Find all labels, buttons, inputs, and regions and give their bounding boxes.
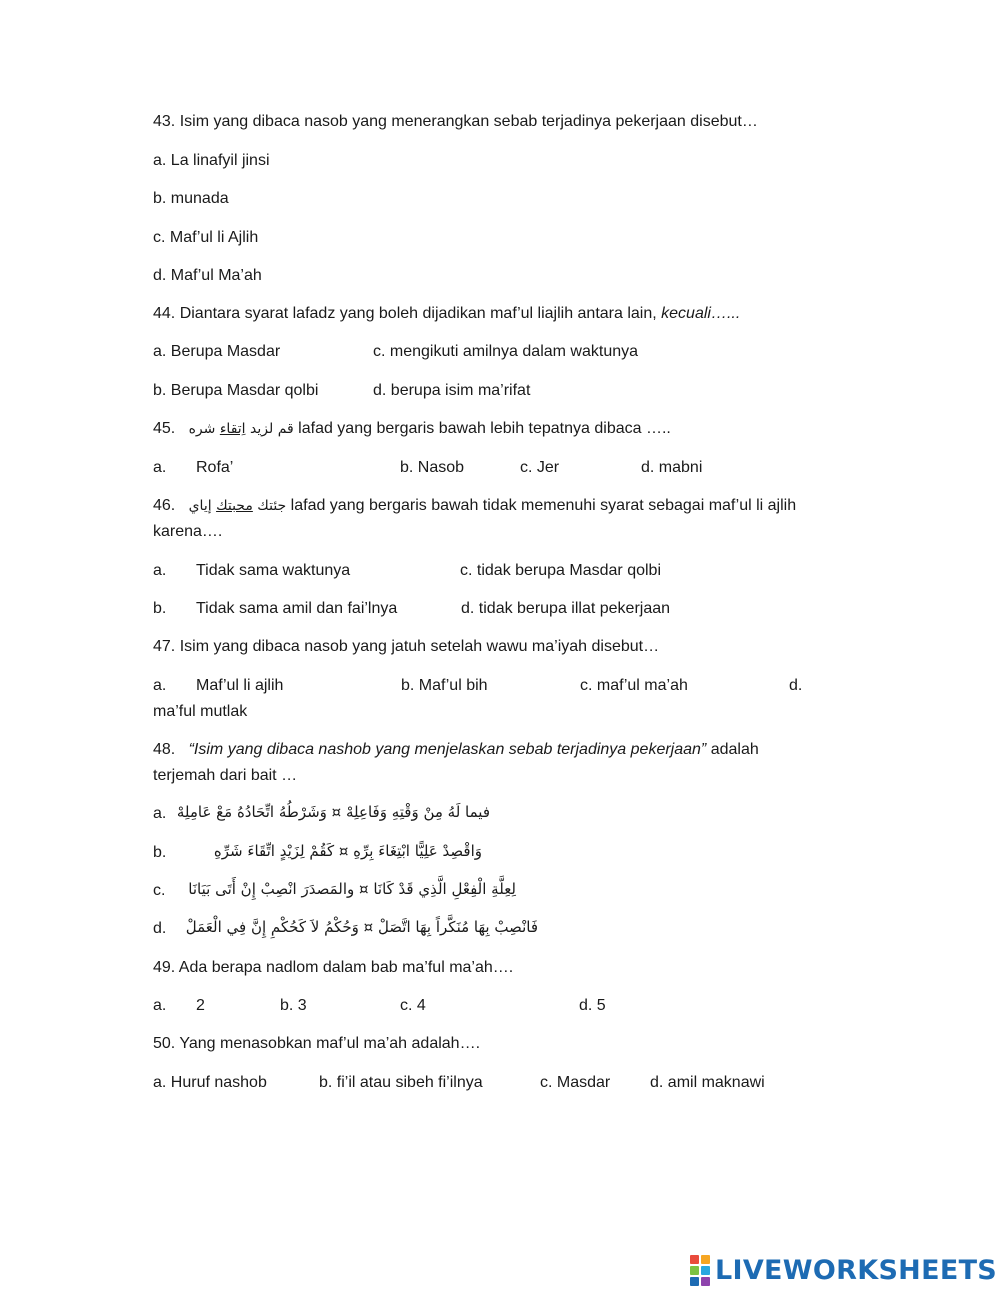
question-45-number: 45. — [153, 420, 176, 437]
q49-option-a[interactable]: 2 — [196, 997, 205, 1014]
q44-option-b[interactable]: b. Berupa Masdar qolbi — [153, 382, 319, 399]
q44-option-a[interactable]: a. Berupa Masdar — [153, 343, 281, 360]
q44-option-d[interactable]: d. berupa isim ma’rifat — [373, 382, 531, 399]
logo-tile — [701, 1255, 710, 1264]
q49-option-b[interactable]: b. 3 — [280, 997, 307, 1014]
logo-tiles-icon — [690, 1255, 710, 1286]
question-47: 47. Isim yang dibaca nasob yang jatuh setelah wawu ma’iyah disebut… — [153, 638, 660, 655]
q46-option-d[interactable]: d. tidak berupa illat pekerjaan — [461, 600, 671, 617]
q48-option-a[interactable]: فيما لَهُ مِنْ وَقْتِهِ وَفَاعِلِهْ ¤ وَشَرْطُهُ اتِّحَادُهُ مَعْ عَامِلِهْ — [176, 803, 490, 821]
q46-option-b-letter: b. — [153, 600, 167, 617]
question-45-arabic-rest: شره — [188, 421, 220, 437]
q47-option-c[interactable]: c. maf’ul ma’ah — [580, 677, 688, 694]
q43-option-a[interactable]: a. La linafyil jinsi — [153, 152, 270, 169]
q50-option-c[interactable]: c. Masdar — [540, 1074, 611, 1091]
q49-option-a-letter: a. — [153, 997, 167, 1014]
question-48-text: adalah — [706, 741, 759, 758]
question-46-text: lafad yang bergaris bawah tidak memenuhi syarat sebagai maf’ul li ajlih — [286, 497, 797, 514]
question-48 — [153, 740, 759, 760]
q44-option-c[interactable]: c. mengikuti amilnya dalam waktunya — [373, 343, 639, 360]
question-45 — [153, 419, 671, 439]
question-46-arabic — [189, 498, 287, 514]
q47-option-b[interactable]: b. Maf’ul bih — [401, 677, 488, 694]
question-46-arabic-rest: إياي — [188, 498, 217, 514]
q43-option-c[interactable]: c. Maf’ul li Ajlih — [153, 229, 259, 246]
question-46 — [153, 496, 796, 516]
q47-option-a-letter: a. — [153, 677, 167, 694]
logo-tile — [701, 1277, 710, 1286]
q46-option-a[interactable]: Tidak sama waktunya — [196, 562, 351, 579]
q47-option-a[interactable]: Maf’ul li ajlih — [196, 677, 284, 694]
q48-option-c-letter: c. — [153, 882, 166, 899]
logo-tile — [690, 1255, 699, 1264]
logo-tile — [690, 1266, 699, 1275]
q45-option-d[interactable]: d. mabni — [641, 459, 703, 476]
q43-option-b[interactable]: b. munada — [153, 190, 229, 207]
q45-option-c[interactable]: c. Jer — [520, 459, 560, 476]
q45-option-b[interactable]: b. Nasob — [400, 459, 465, 476]
q45-option-a[interactable]: Rofa’ — [196, 459, 234, 476]
q50-option-b[interactable]: b. fi’il atau sibeh fi’ilnya — [319, 1074, 483, 1091]
question-46-number: 46. — [153, 497, 176, 514]
q45-option-a-letter: a. — [153, 459, 167, 476]
question-44 — [153, 304, 740, 324]
question-45-text: lafad yang bergaris bawah lebih tepatnya dibaca ….. — [293, 420, 671, 437]
logo-tile — [701, 1266, 710, 1275]
q46-option-b[interactable]: Tidak sama amil dan fai’lnya — [196, 600, 398, 617]
question-45-arabic-pre: قم لزيد — [245, 421, 294, 437]
question-46-arabic-pre: جئتك — [252, 498, 287, 514]
logo-tile — [690, 1277, 699, 1286]
question-45-arabic — [189, 421, 294, 437]
question-43: 43. Isim yang dibaca nasob yang menerangkan sebab terjadinya pekerjaan disebut… — [153, 113, 758, 130]
q47-option-d-letter: d. — [789, 677, 803, 694]
q50-option-a[interactable]: a. Huruf nashob — [153, 1074, 267, 1091]
question-46-arabic-underlined: محبتك — [216, 498, 253, 514]
liveworksheets-logo — [690, 1255, 997, 1285]
q49-option-c[interactable]: c. 4 — [400, 997, 426, 1014]
q48-option-c[interactable]: لِعِلَّةِ الْفِعْلِ الَّذِي قَدْ كَانَا ¤ والمَصدَرَ انْصِبْ إِنْ أَتَى بَيَانَا — [188, 880, 516, 898]
question-44-emphasis: kecuali…... — [661, 305, 741, 322]
q46-option-a-letter: a. — [153, 562, 167, 579]
q48-option-a-letter: a. — [153, 805, 167, 822]
logo-text: LIVEWORKSHEETS — [715, 1254, 998, 1286]
question-49: 49. Ada berapa nadlom dalam bab ma’ful ma’ah…. — [153, 959, 514, 976]
q50-option-d[interactable]: d. amil maknawi — [650, 1074, 765, 1091]
question-50: 50. Yang menasobkan maf’ul ma’ah adalah…. — [153, 1035, 481, 1052]
q46-option-c[interactable]: c. tidak berupa Masdar qolbi — [460, 562, 661, 579]
q49-option-d[interactable]: d. 5 — [579, 997, 606, 1014]
question-45-arabic-underlined: اِتقاء — [219, 421, 246, 437]
question-48-continued: terjemah dari bait … — [153, 767, 298, 784]
q47-option-d[interactable]: ma’ful mutlak — [153, 703, 248, 720]
q48-option-d[interactable]: فَانْصِبْ بِهَا مُنَكَّراً بِهَا اتَّصَلْ ¤ وَحُكْمُ لاَ كَحُكْمِ إِنَّ فِي الْعَمَلْ — [185, 918, 538, 936]
question-48-number: 48. — [153, 741, 176, 758]
q48-option-d-letter: d. — [153, 920, 167, 937]
question-48-quote: “Isim yang dibaca nashob yang menjelaskan sebab terjadinya pekerjaan” — [188, 741, 707, 758]
q48-option-b-letter: b. — [153, 844, 167, 861]
question-46-continued: karena…. — [153, 523, 223, 540]
q43-option-d[interactable]: d. Maf’ul Ma’ah — [153, 267, 262, 284]
q48-option-b[interactable]: وَاقْصِدْ عَلِيًّا ابْتِغَاءَ بِرِّهِ ¤ كَقُمْ لِزَيْدٍ اتِّقَاءَ شَرِّهِ — [213, 842, 482, 860]
question-44-text: 44. Diantara syarat lafadz yang boleh dijadikan maf’ul liajlih antara lain, — [153, 305, 662, 322]
